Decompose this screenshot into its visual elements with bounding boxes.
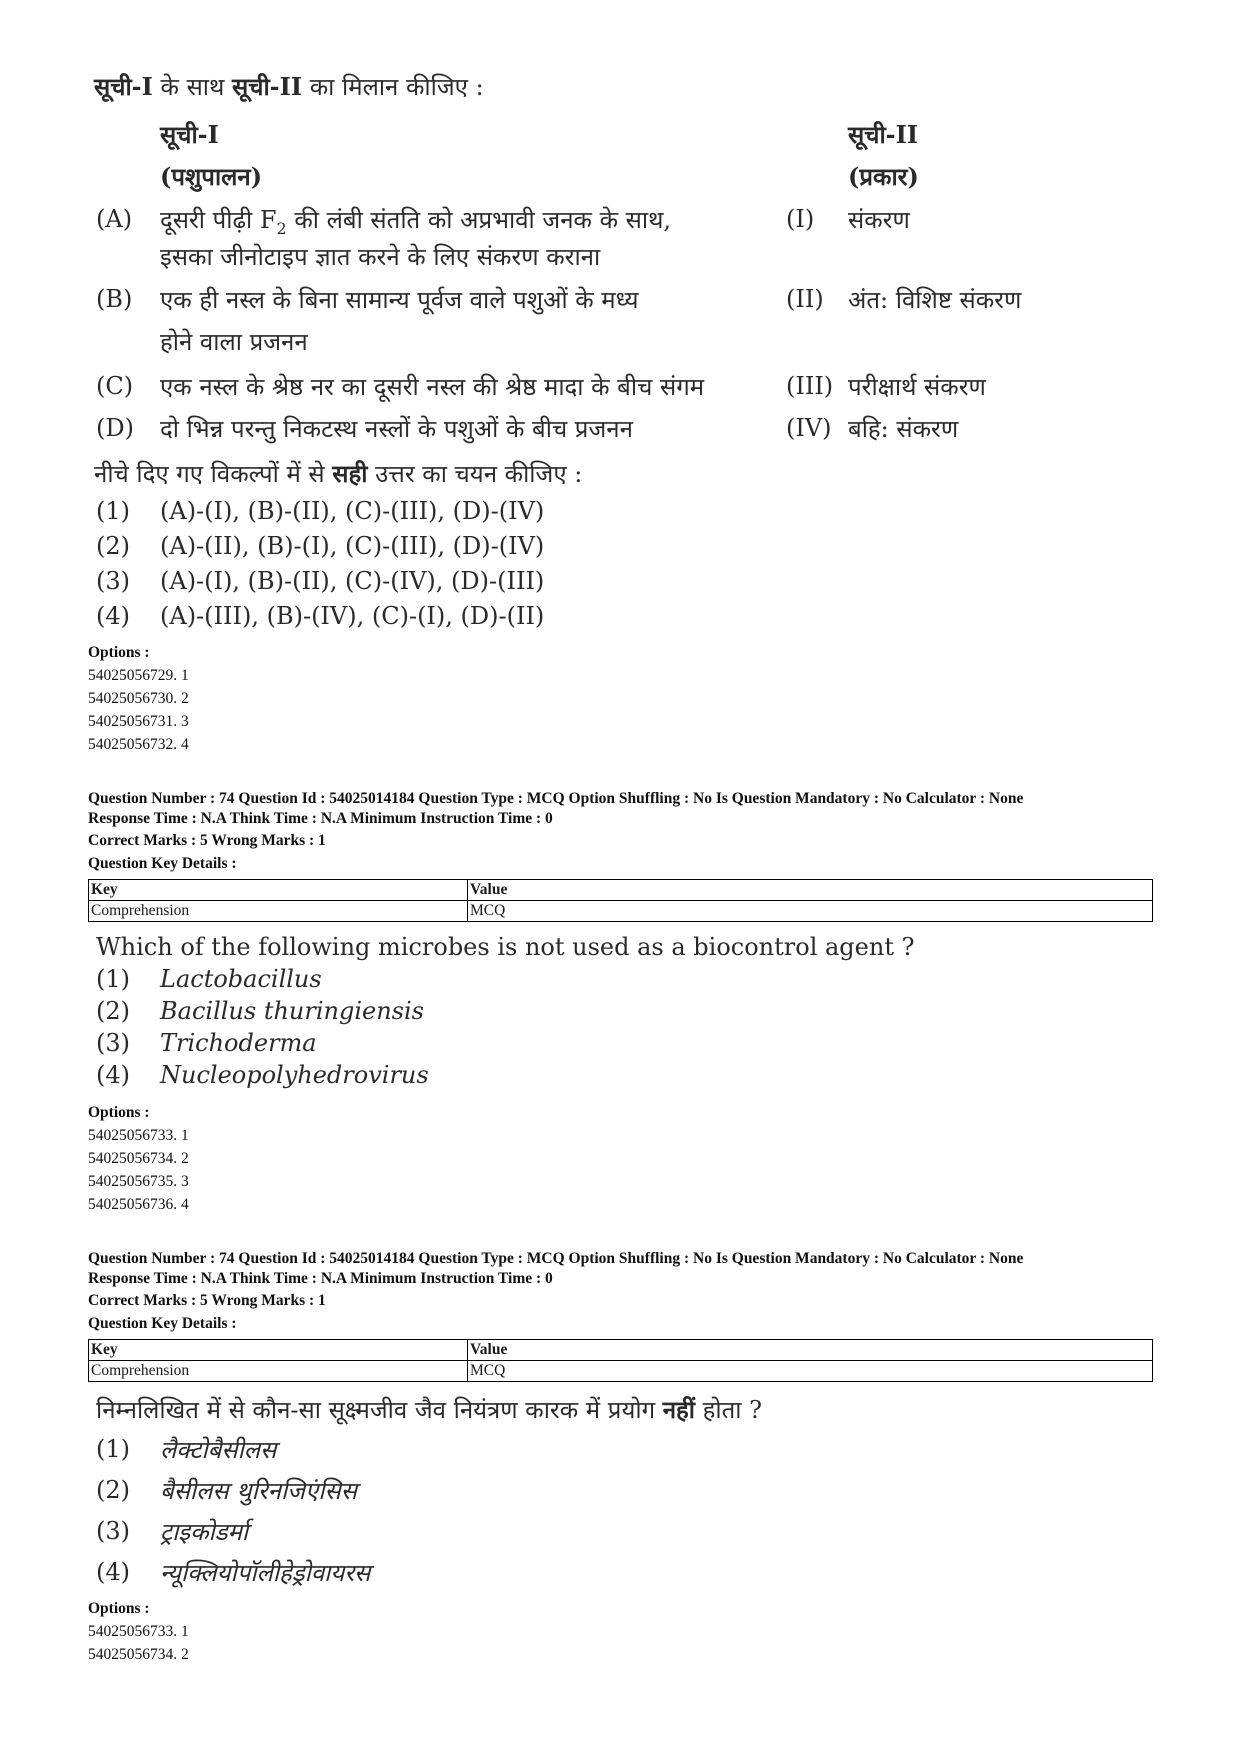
q74-en-choice-1-num: (1) — [96, 965, 130, 993]
q74-hi-key-table — [88, 1339, 1153, 1382]
q74-hi-question: निम्नलिखित में से कौन-सा सूक्ष्मजीव जैव नियंत्रण कारक में प्रयोग नहीं होता ? — [96, 1395, 762, 1424]
list2-subtitle: (प्रकार) — [848, 162, 919, 191]
q74-hi-choice-3-num: (3) — [96, 1517, 130, 1545]
key-cell: Comprehension — [89, 901, 468, 922]
q74-hi-choice-3-text: ट्राइकोडर्मा — [160, 1518, 249, 1546]
key-cell: Comprehension — [89, 1361, 468, 1382]
row-i-text: संकरण — [848, 206, 910, 234]
q74-en-meta-line1: Question Number : 74 Question Id : 54025014184 Question Type : MCQ Option Shuffling : No Is Question Mandatory : No Calculator : None — [88, 790, 1024, 807]
row-c-label: (C) — [96, 372, 134, 400]
table-row — [89, 1361, 1153, 1382]
q74-en-choice-4-num: (4) — [96, 1061, 130, 1089]
q74-hi-meta-line2: Response Time : N.A Think Time : N.A Minimum Instruction Time : 0 — [88, 1270, 553, 1287]
q74-en-option-id-4: 54025056736. 4 — [88, 1196, 189, 1213]
option-id-2: 54025056730. 2 — [88, 690, 189, 707]
q74-en-option-id-2: 54025056734. 2 — [88, 1150, 189, 1167]
row-a-label: (A) — [96, 205, 133, 233]
row-b-text: एक ही नस्ल के बिना सामान्य पूर्वज वाले पशुओं के मध्य — [160, 286, 639, 314]
row-a-text: दूसरी पीढ़ी $F_2$ की लंबी संतति को अप्रभावी जनक के साथ, — [160, 206, 672, 238]
q74-hi-choice-2-num: (2) — [96, 1476, 130, 1504]
choice-2-num: (2) — [96, 532, 130, 560]
q74-hi-choice-4-num: (4) — [96, 1558, 130, 1586]
options-label: Options : — [88, 644, 150, 661]
row-a-text-line2: इसका जीनोटाइप ज्ञात करने के लिए संकरण कराना — [160, 243, 601, 271]
q74-en-key-table — [88, 879, 1153, 922]
option-id-1: 54025056729. 1 — [88, 667, 189, 684]
q74-hi-meta-line1: Question Number : 74 Question Id : 54025014184 Question Type : MCQ Option Shuffling : No Is Question Mandatory : No Calculator : None — [88, 1250, 1024, 1267]
key-header-cell: Key — [89, 1340, 468, 1361]
q74-en-choice-2-text: Bacillus thuringiensis — [160, 997, 424, 1025]
q74-en-meta-line3: Correct Marks : 5 Wrong Marks : 1 — [88, 832, 326, 849]
q74-en-choice-4-text: Nucleopolyhedrovirus — [160, 1061, 429, 1089]
option-id-4: 54025056732. 4 — [88, 736, 189, 753]
choice-1-text: (A)-(I), (B)-(II), (C)-(III), (D)-(IV) — [160, 497, 545, 525]
q74-en-choice-2-num: (2) — [96, 997, 130, 1025]
list1-title: सूची-I — [160, 120, 219, 149]
q74-hi-options-label: Options : — [88, 1600, 150, 1617]
q74-en-meta-line2: Response Time : N.A Think Time : N.A Minimum Instruction Time : 0 — [88, 810, 553, 827]
q74-hi-choice-4-text: न्यूक्लियोपॉलीहेड्रोवायरस — [160, 1559, 371, 1587]
row-b-label: (B) — [96, 285, 133, 313]
choice-4-num: (4) — [96, 602, 130, 630]
q74-en-choice-1-text: Lactobacillus — [160, 965, 322, 993]
q74-hi-choice-2-text: बैसीलस थुरिनजिएंसिस — [160, 1477, 357, 1505]
q74-en-meta-line4: Question Key Details : — [88, 855, 237, 872]
row-iv-text: बहि: संकरण — [848, 415, 959, 443]
row-i-label: (I) — [786, 205, 815, 233]
value-header-cell: Value — [468, 1340, 1153, 1361]
row-ii-label: (II) — [786, 285, 824, 313]
q74-hi-option-id-1: 54025056733. 1 — [88, 1623, 189, 1640]
select-instruction: नीचे दिए गए विकल्पों में से सही उत्तर का चयन कीजिए : — [94, 459, 583, 488]
table-row — [89, 901, 1153, 922]
row-c-text: एक नस्ल के श्रेष्ठ नर का दूसरी नस्ल की श्रेष्ठ मादा के बीच संगम — [160, 373, 705, 401]
option-id-3: 54025056731. 3 — [88, 713, 189, 730]
list1-subtitle: (पशुपालन) — [160, 162, 263, 191]
choice-1-num: (1) — [96, 497, 130, 525]
choice-3-text: (A)-(I), (B)-(II), (C)-(IV), (D)-(III) — [160, 567, 545, 595]
list2-title: सूची-II — [848, 120, 919, 149]
choice-4-text: (A)-(III), (B)-(IV), (C)-(I), (D)-(II) — [160, 602, 545, 630]
q74-en-choice-3-num: (3) — [96, 1029, 130, 1057]
row-iv-label: (IV) — [786, 414, 832, 442]
q74-hi-option-id-2: 54025056734. 2 — [88, 1646, 189, 1663]
q74-hi-meta-line3: Correct Marks : 5 Wrong Marks : 1 — [88, 1292, 326, 1309]
q74-hi-meta-line4: Question Key Details : — [88, 1315, 237, 1332]
key-header-cell: Key — [89, 880, 468, 901]
row-d-label: (D) — [96, 414, 134, 442]
q74-en-options-label: Options : — [88, 1104, 150, 1121]
value-cell: MCQ — [468, 1361, 1153, 1382]
q74-en-choice-3-text: Trichoderma — [160, 1029, 317, 1057]
q74-en-option-id-1: 54025056733. 1 — [88, 1127, 189, 1144]
row-ii-text: अंत: विशिष्ट संकरण — [848, 286, 1022, 314]
value-header-cell: Value — [468, 880, 1153, 901]
key-table-header — [89, 880, 1153, 901]
choice-3-num: (3) — [96, 567, 130, 595]
q74-en-option-id-3: 54025056735. 3 — [88, 1173, 189, 1190]
row-d-text: दो भिन्न परन्तु निकटस्थ नस्लों के पशुओं के बीच प्रजनन — [160, 415, 633, 443]
key-table-header — [89, 1340, 1153, 1361]
match-intro: सूची-I के साथ सूची-II का मिलान कीजिए : — [94, 72, 484, 101]
value-cell: MCQ — [468, 901, 1153, 922]
q74-hi-choice-1-text: लैक्टोबैसीलस — [160, 1436, 277, 1464]
row-iii-label: (III) — [786, 372, 834, 400]
q74-hi-choice-1-num: (1) — [96, 1435, 130, 1463]
choice-2-text: (A)-(II), (B)-(I), (C)-(III), (D)-(IV) — [160, 532, 545, 560]
row-iii-text: परीक्षार्थ संकरण — [848, 373, 986, 401]
q74-en-question: Which of the following microbes is not used as a biocontrol agent ? — [96, 933, 915, 961]
row-b-text-line2: होने वाला प्रजनन — [160, 328, 308, 356]
